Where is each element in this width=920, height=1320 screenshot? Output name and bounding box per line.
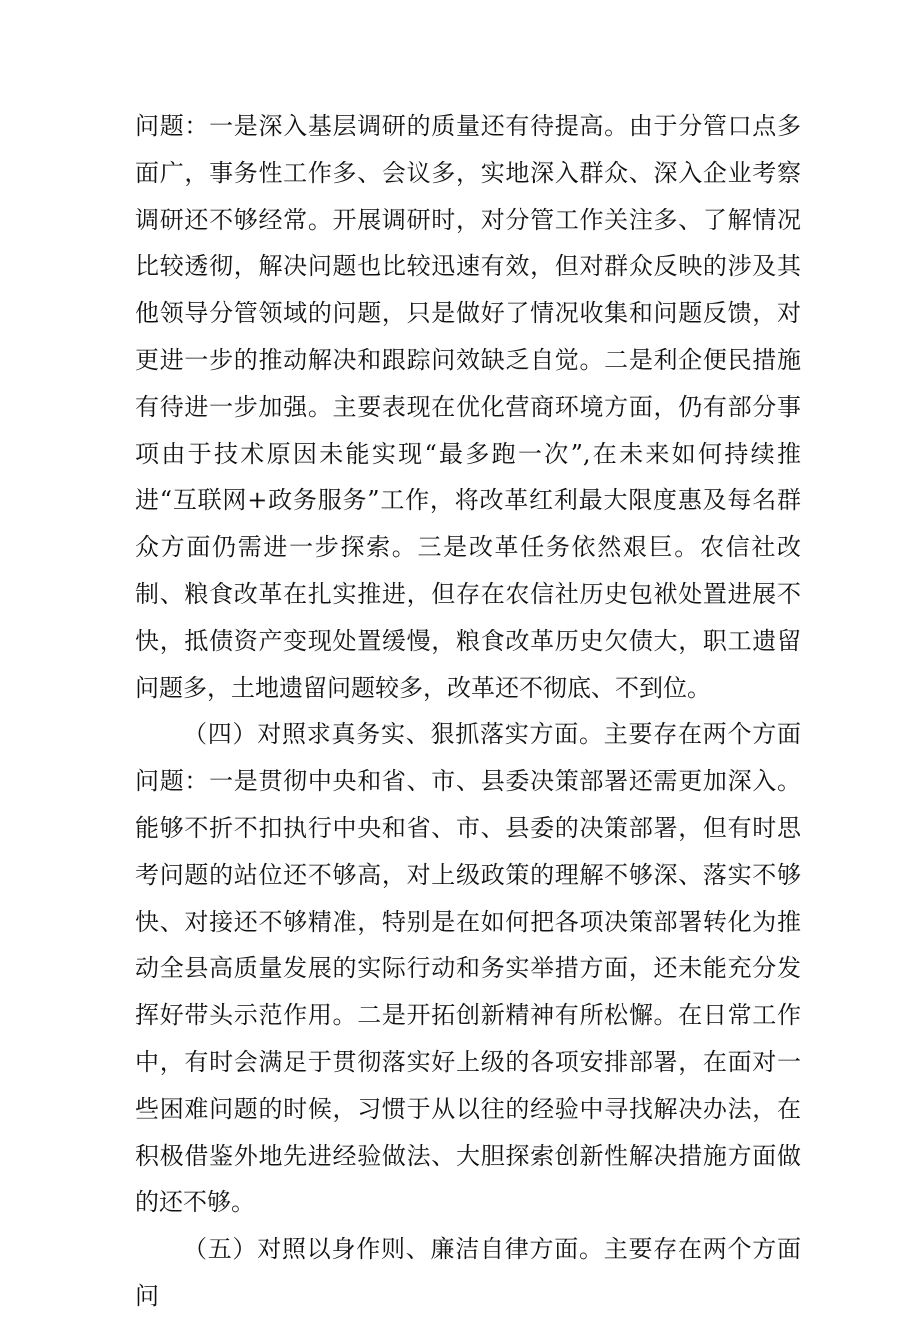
document-body [135,103,801,1320]
paragraph-section-five: （五）对照以身作则、廉洁自律方面。主要存在两个方面问 [135,1235,801,1310]
paragraph-section-four: （四）对照求真务实、狠抓落实方面。主要存在两个方面问题：一是贯彻中央和省、市、县委决策部署还需更加深入。能够不折不扣执行中央和省、市、县委的决策部署，但有时思考问题的站位还不够高，对上级政策的理解不够深、落实不够快、对接还不够精准，特别是在如何把各项决策部署转化为推动全县高质量发展的实际行动和务实举措方面，还未能充分发挥好带头示范作用。二是开拓创新精神有所松懈。在日常工作中，有时会满足于贯彻落实好上级的各项安排部署，在面对一些困难问题的时候，习惯于从以往的经验中寻找解决办法，在积极借鉴外地先进经验做法、大胆探索创新性解决措施方面做的还不够。 [135,720,801,1217]
paragraph-continuation: 问题：一是深入基层调研的质量还有待提高。由于分管口点多面广，事务性工作多、会议多，实地深入群众、深入企业考察调研还不够经常。开展调研时，对分管工作关注多、了解情况比较透彻，解决问题也比较迅速有效，但对群众反映的涉及其他领导分管领域的问题，只是做好了情况收集和问题反馈，对更进一步的推动解决和跟踪问效缺乏自觉。二是利企便民措施有待进一步加强。主要表现在优化营商环境方面，仍有部分事项由于技术原因未能实现“最多跑一次”,在未来如何持续推进“互联网+政务服务”工作，将改革红利最大限度惠及每名群众方面仍需进一步探索。三是改革任务依然艰巨。农信社改制、粮食改革在扎实推进，但存在农信社历史包袱处置进展不快，抵债资产变现处置缓慢，粮食改革历史欠债大，职工遗留问题多，土地遗留问题较多，改革还不彻底、不到位。 [135,112,801,702]
